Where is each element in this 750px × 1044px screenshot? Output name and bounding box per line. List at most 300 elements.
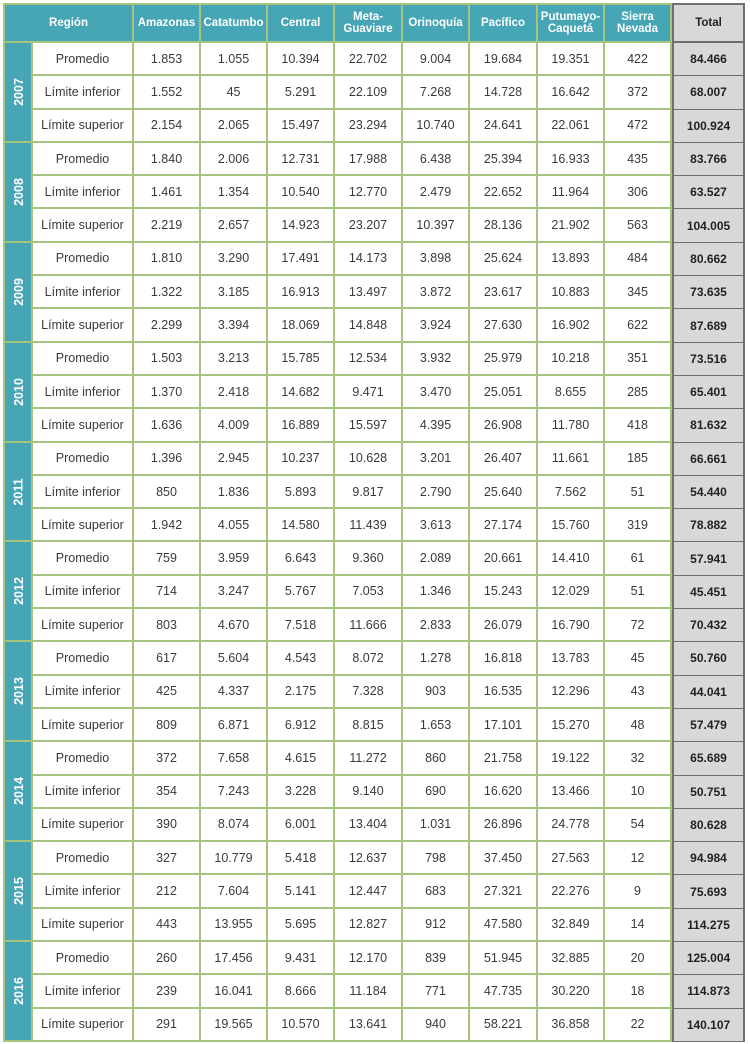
table-row xyxy=(3,343,745,376)
year-label xyxy=(3,243,33,343)
cell-central: 5.141 xyxy=(268,875,335,908)
table-row xyxy=(3,409,745,442)
row-label: Límite inferior xyxy=(33,676,134,709)
cell-catatumbo: 3.185 xyxy=(201,276,268,309)
year-text: 2011 xyxy=(11,477,26,506)
cell-meta-guaviare: 12.170 xyxy=(335,942,403,975)
total-cell: 44.041 xyxy=(672,676,745,709)
cell-central: 15.497 xyxy=(268,110,335,143)
cell-amazonas: 1.552 xyxy=(134,76,201,109)
table-row xyxy=(3,875,745,908)
cell-meta-guaviare: 11.272 xyxy=(335,742,403,775)
row-label: Promedio xyxy=(33,542,134,575)
cell-putumayo-caqueta: 32.885 xyxy=(538,942,605,975)
row-label: Límite superior xyxy=(33,209,134,242)
row-label: Límite inferior xyxy=(33,76,134,109)
cell-orinoquia: 2.790 xyxy=(403,476,470,509)
cell-orinoquia: 10.397 xyxy=(403,209,470,242)
cell-amazonas: 354 xyxy=(134,776,201,809)
row-label: Promedio xyxy=(33,642,134,675)
cell-central: 14.682 xyxy=(268,376,335,409)
cell-orinoquia: 690 xyxy=(403,776,470,809)
cell-pacifico: 16.535 xyxy=(470,676,538,709)
cell-central: 5.767 xyxy=(268,576,335,609)
cell-putumayo-caqueta: 30.220 xyxy=(538,975,605,1008)
cell-amazonas: 1.942 xyxy=(134,509,201,542)
cell-amazonas: 1.853 xyxy=(134,43,201,76)
header-region: Región xyxy=(3,3,134,43)
cell-amazonas: 443 xyxy=(134,909,201,942)
cell-orinoquia: 1.031 xyxy=(403,809,470,842)
total-cell: 50.760 xyxy=(672,642,745,675)
cell-sierra-nevada: 45 xyxy=(605,642,672,675)
cell-pacifico: 16.818 xyxy=(470,642,538,675)
cell-central: 8.666 xyxy=(268,975,335,1008)
cell-orinoquia: 839 xyxy=(403,942,470,975)
row-label: Límite superior xyxy=(33,409,134,442)
year-label xyxy=(3,742,33,842)
cell-meta-guaviare: 22.109 xyxy=(335,76,403,109)
total-cell: 100.924 xyxy=(672,110,745,143)
cell-sierra-nevada: 9 xyxy=(605,875,672,908)
cell-central: 3.228 xyxy=(268,776,335,809)
cell-sierra-nevada: 285 xyxy=(605,376,672,409)
total-cell: 114.275 xyxy=(672,909,745,942)
table-row xyxy=(3,542,745,575)
cell-putumayo-caqueta: 7.562 xyxy=(538,476,605,509)
cell-central: 5.893 xyxy=(268,476,335,509)
cell-putumayo-caqueta: 19.122 xyxy=(538,742,605,775)
cell-pacifico: 26.079 xyxy=(470,609,538,642)
cell-catatumbo: 13.955 xyxy=(201,909,268,942)
cell-amazonas: 291 xyxy=(134,1009,201,1042)
cell-sierra-nevada: 61 xyxy=(605,542,672,575)
cell-putumayo-caqueta: 32.849 xyxy=(538,909,605,942)
total-cell: 84.466 xyxy=(672,43,745,76)
cell-amazonas: 1.810 xyxy=(134,243,201,276)
total-cell: 57.479 xyxy=(672,709,745,742)
cell-pacifico: 15.243 xyxy=(470,576,538,609)
cell-catatumbo: 1.055 xyxy=(201,43,268,76)
cell-meta-guaviare: 9.817 xyxy=(335,476,403,509)
total-cell: 57.941 xyxy=(672,542,745,575)
cell-pacifico: 27.174 xyxy=(470,509,538,542)
cell-orinoquia: 6.438 xyxy=(403,143,470,176)
cell-orinoquia: 2.833 xyxy=(403,609,470,642)
header-row xyxy=(3,3,745,43)
cell-central: 15.785 xyxy=(268,343,335,376)
cell-central: 9.431 xyxy=(268,942,335,975)
total-cell: 140.107 xyxy=(672,1009,745,1042)
year-label xyxy=(3,343,33,443)
year-label xyxy=(3,642,33,742)
total-cell: 94.984 xyxy=(672,842,745,875)
cell-meta-guaviare: 14.848 xyxy=(335,309,403,342)
cell-orinoquia: 940 xyxy=(403,1009,470,1042)
table-row xyxy=(3,975,745,1008)
cell-sierra-nevada: 351 xyxy=(605,343,672,376)
row-label: Límite superior xyxy=(33,709,134,742)
cell-amazonas: 803 xyxy=(134,609,201,642)
table-row xyxy=(3,809,745,842)
cell-catatumbo: 2.006 xyxy=(201,143,268,176)
year-label xyxy=(3,842,33,942)
cell-putumayo-caqueta: 11.661 xyxy=(538,443,605,476)
table-row xyxy=(3,709,745,742)
cell-orinoquia: 9.004 xyxy=(403,43,470,76)
cell-putumayo-caqueta: 24.778 xyxy=(538,809,605,842)
cell-putumayo-caqueta: 16.790 xyxy=(538,609,605,642)
cell-meta-guaviare: 8.072 xyxy=(335,642,403,675)
cell-orinoquia: 683 xyxy=(403,875,470,908)
cell-orinoquia: 3.924 xyxy=(403,309,470,342)
cell-sierra-nevada: 43 xyxy=(605,676,672,709)
cell-putumayo-caqueta: 16.902 xyxy=(538,309,605,342)
cell-orinoquia: 798 xyxy=(403,842,470,875)
cell-putumayo-caqueta: 13.466 xyxy=(538,776,605,809)
cell-pacifico: 23.617 xyxy=(470,276,538,309)
cell-sierra-nevada: 32 xyxy=(605,742,672,775)
cell-sierra-nevada: 10 xyxy=(605,776,672,809)
cell-pacifico: 25.979 xyxy=(470,343,538,376)
cell-sierra-nevada: 54 xyxy=(605,809,672,842)
table-row xyxy=(3,176,745,209)
row-label: Límite superior xyxy=(33,509,134,542)
cell-orinoquia: 3.898 xyxy=(403,243,470,276)
cell-central: 10.237 xyxy=(268,443,335,476)
cell-catatumbo: 4.009 xyxy=(201,409,268,442)
table-row xyxy=(3,476,745,509)
cell-meta-guaviare: 12.637 xyxy=(335,842,403,875)
cell-catatumbo: 2.418 xyxy=(201,376,268,409)
cell-orinoquia: 2.089 xyxy=(403,542,470,575)
cell-putumayo-caqueta: 15.760 xyxy=(538,509,605,542)
total-cell: 63.527 xyxy=(672,176,745,209)
cell-catatumbo: 3.959 xyxy=(201,542,268,575)
row-label: Límite superior xyxy=(33,309,134,342)
table-row xyxy=(3,509,745,542)
cell-meta-guaviare: 11.666 xyxy=(335,609,403,642)
total-cell: 70.432 xyxy=(672,609,745,642)
row-label: Límite inferior xyxy=(33,776,134,809)
cell-pacifico: 27.630 xyxy=(470,309,538,342)
cell-orinoquia: 4.395 xyxy=(403,409,470,442)
cell-central: 12.731 xyxy=(268,143,335,176)
cell-sierra-nevada: 345 xyxy=(605,276,672,309)
cell-catatumbo: 5.604 xyxy=(201,642,268,675)
cell-pacifico: 47.735 xyxy=(470,975,538,1008)
table-row xyxy=(3,243,745,276)
cell-amazonas: 1.636 xyxy=(134,409,201,442)
cell-amazonas: 390 xyxy=(134,809,201,842)
cell-meta-guaviare: 14.173 xyxy=(335,243,403,276)
cell-pacifico: 58.221 xyxy=(470,1009,538,1042)
cell-orinoquia: 912 xyxy=(403,909,470,942)
table-row xyxy=(3,43,745,76)
cell-meta-guaviare: 7.328 xyxy=(335,676,403,709)
cell-sierra-nevada: 18 xyxy=(605,975,672,1008)
year-label xyxy=(3,942,33,1042)
cell-amazonas: 714 xyxy=(134,576,201,609)
total-cell: 78.882 xyxy=(672,509,745,542)
cell-amazonas: 2.219 xyxy=(134,209,201,242)
cell-central: 4.543 xyxy=(268,642,335,675)
total-cell: 80.662 xyxy=(672,243,745,276)
year-label xyxy=(3,43,33,143)
cell-pacifico: 25.394 xyxy=(470,143,538,176)
cell-catatumbo: 16.041 xyxy=(201,975,268,1008)
row-label: Promedio xyxy=(33,43,134,76)
cell-catatumbo: 3.247 xyxy=(201,576,268,609)
cell-catatumbo: 8.074 xyxy=(201,809,268,842)
row-label: Límite superior xyxy=(33,809,134,842)
header-central: Central xyxy=(268,3,335,43)
cell-amazonas: 809 xyxy=(134,709,201,742)
cell-catatumbo: 1.836 xyxy=(201,476,268,509)
cell-meta-guaviare: 9.140 xyxy=(335,776,403,809)
table-row xyxy=(3,209,745,242)
header-sierra-nevada: Sierra Nevada xyxy=(605,3,672,43)
cell-putumayo-caqueta: 16.933 xyxy=(538,143,605,176)
cell-meta-guaviare: 11.184 xyxy=(335,975,403,1008)
cell-orinoquia: 7.268 xyxy=(403,76,470,109)
cell-meta-guaviare: 8.815 xyxy=(335,709,403,742)
cell-pacifico: 19.684 xyxy=(470,43,538,76)
table-row xyxy=(3,909,745,942)
total-cell: 81.632 xyxy=(672,409,745,442)
cell-pacifico: 16.620 xyxy=(470,776,538,809)
cell-catatumbo: 4.055 xyxy=(201,509,268,542)
cell-meta-guaviare: 13.404 xyxy=(335,809,403,842)
total-cell: 104.005 xyxy=(672,209,745,242)
cell-putumayo-caqueta: 27.563 xyxy=(538,842,605,875)
cell-sierra-nevada: 20 xyxy=(605,942,672,975)
cell-catatumbo: 1.354 xyxy=(201,176,268,209)
row-label: Promedio xyxy=(33,942,134,975)
cell-amazonas: 1.322 xyxy=(134,276,201,309)
cell-orinoquia: 903 xyxy=(403,676,470,709)
cell-amazonas: 1.461 xyxy=(134,176,201,209)
total-cell: 125.004 xyxy=(672,942,745,975)
table-row xyxy=(3,776,745,809)
cell-putumayo-caqueta: 14.410 xyxy=(538,542,605,575)
cell-putumayo-caqueta: 13.893 xyxy=(538,243,605,276)
cell-sierra-nevada: 422 xyxy=(605,43,672,76)
cell-catatumbo: 10.779 xyxy=(201,842,268,875)
row-label: Límite superior xyxy=(33,609,134,642)
cell-sierra-nevada: 563 xyxy=(605,209,672,242)
cell-putumayo-caqueta: 21.902 xyxy=(538,209,605,242)
cell-catatumbo: 4.670 xyxy=(201,609,268,642)
cell-putumayo-caqueta: 10.218 xyxy=(538,343,605,376)
cell-amazonas: 2.154 xyxy=(134,110,201,143)
cell-meta-guaviare: 13.641 xyxy=(335,1009,403,1042)
row-label: Límite inferior xyxy=(33,975,134,1008)
cell-amazonas: 617 xyxy=(134,642,201,675)
cell-central: 16.913 xyxy=(268,276,335,309)
header-total: Total xyxy=(672,3,745,43)
cell-sierra-nevada: 48 xyxy=(605,709,672,742)
total-cell: 73.516 xyxy=(672,343,745,376)
cell-catatumbo: 2.945 xyxy=(201,443,268,476)
cell-central: 6.001 xyxy=(268,809,335,842)
cell-meta-guaviare: 12.827 xyxy=(335,909,403,942)
total-cell: 65.401 xyxy=(672,376,745,409)
cell-sierra-nevada: 418 xyxy=(605,409,672,442)
cell-sierra-nevada: 72 xyxy=(605,609,672,642)
header-orinoquia: Orinoquía xyxy=(403,3,470,43)
cell-amazonas: 1.396 xyxy=(134,443,201,476)
cell-central: 17.491 xyxy=(268,243,335,276)
cell-catatumbo: 19.565 xyxy=(201,1009,268,1042)
cell-pacifico: 28.136 xyxy=(470,209,538,242)
cell-meta-guaviare: 17.988 xyxy=(335,143,403,176)
cell-orinoquia: 1.346 xyxy=(403,576,470,609)
total-cell: 65.689 xyxy=(672,742,745,775)
cell-amazonas: 1.840 xyxy=(134,143,201,176)
table-row xyxy=(3,576,745,609)
table-row xyxy=(3,309,745,342)
cell-putumayo-caqueta: 22.061 xyxy=(538,110,605,143)
cell-putumayo-caqueta: 12.029 xyxy=(538,576,605,609)
total-cell: 83.766 xyxy=(672,143,745,176)
cell-catatumbo: 3.213 xyxy=(201,343,268,376)
cell-central: 14.923 xyxy=(268,209,335,242)
total-cell: 50.751 xyxy=(672,776,745,809)
year-text: 2012 xyxy=(11,577,26,606)
row-label: Promedio xyxy=(33,842,134,875)
cell-meta-guaviare: 12.770 xyxy=(335,176,403,209)
cell-pacifico: 51.945 xyxy=(470,942,538,975)
cell-sierra-nevada: 484 xyxy=(605,243,672,276)
cell-pacifico: 26.896 xyxy=(470,809,538,842)
year-text: 2014 xyxy=(11,777,26,806)
cell-sierra-nevada: 435 xyxy=(605,143,672,176)
row-label: Límite superior xyxy=(33,909,134,942)
row-label: Promedio xyxy=(33,143,134,176)
cell-amazonas: 2.299 xyxy=(134,309,201,342)
cell-pacifico: 20.661 xyxy=(470,542,538,575)
cell-catatumbo: 2.065 xyxy=(201,110,268,143)
cell-putumayo-caqueta: 8.655 xyxy=(538,376,605,409)
year-text: 2015 xyxy=(11,877,26,905)
year-text: 2013 xyxy=(11,677,26,706)
cell-orinoquia: 860 xyxy=(403,742,470,775)
cell-sierra-nevada: 622 xyxy=(605,309,672,342)
year-text: 2010 xyxy=(11,377,26,406)
cell-sierra-nevada: 51 xyxy=(605,476,672,509)
cell-sierra-nevada: 22 xyxy=(605,1009,672,1042)
cell-pacifico: 24.641 xyxy=(470,110,538,143)
cell-sierra-nevada: 319 xyxy=(605,509,672,542)
cell-putumayo-caqueta: 12.296 xyxy=(538,676,605,709)
cell-catatumbo: 6.871 xyxy=(201,709,268,742)
table-row xyxy=(3,742,745,775)
cell-central: 5.291 xyxy=(268,76,335,109)
cell-pacifico: 14.728 xyxy=(470,76,538,109)
cell-putumayo-caqueta: 10.883 xyxy=(538,276,605,309)
table-row xyxy=(3,609,745,642)
total-cell: 45.451 xyxy=(672,576,745,609)
cell-putumayo-caqueta: 36.858 xyxy=(538,1009,605,1042)
cell-pacifico: 22.652 xyxy=(470,176,538,209)
cell-pacifico: 37.450 xyxy=(470,842,538,875)
header-catatumbo: Catatumbo xyxy=(201,3,268,43)
cell-pacifico: 26.407 xyxy=(470,443,538,476)
cell-putumayo-caqueta: 22.276 xyxy=(538,875,605,908)
cell-orinoquia: 3.201 xyxy=(403,443,470,476)
cell-amazonas: 759 xyxy=(134,542,201,575)
year-text: 2008 xyxy=(11,177,26,206)
cell-central: 4.615 xyxy=(268,742,335,775)
cell-central: 7.518 xyxy=(268,609,335,642)
year-text: 2016 xyxy=(11,977,26,1005)
cell-amazonas: 850 xyxy=(134,476,201,509)
cell-putumayo-caqueta: 11.964 xyxy=(538,176,605,209)
cell-catatumbo: 45 xyxy=(201,76,268,109)
cell-meta-guaviare: 11.439 xyxy=(335,509,403,542)
cell-sierra-nevada: 372 xyxy=(605,76,672,109)
cell-amazonas: 260 xyxy=(134,942,201,975)
cell-putumayo-caqueta: 19.351 xyxy=(538,43,605,76)
cell-orinoquia: 3.470 xyxy=(403,376,470,409)
cell-central: 2.175 xyxy=(268,676,335,709)
cell-pacifico: 25.640 xyxy=(470,476,538,509)
data-table xyxy=(3,3,745,1042)
total-cell: 114.873 xyxy=(672,975,745,1008)
cell-catatumbo: 7.658 xyxy=(201,742,268,775)
cell-pacifico: 47.580 xyxy=(470,909,538,942)
cell-meta-guaviare: 23.294 xyxy=(335,110,403,143)
year-text: 2009 xyxy=(11,277,26,306)
total-cell: 66.661 xyxy=(672,443,745,476)
cell-central: 10.570 xyxy=(268,1009,335,1042)
row-label: Promedio xyxy=(33,443,134,476)
cell-central: 5.695 xyxy=(268,909,335,942)
year-label xyxy=(3,443,33,543)
cell-orinoquia: 3.872 xyxy=(403,276,470,309)
total-cell: 87.689 xyxy=(672,309,745,342)
table-row xyxy=(3,642,745,675)
table-row xyxy=(3,276,745,309)
cell-sierra-nevada: 12 xyxy=(605,842,672,875)
cell-pacifico: 27.321 xyxy=(470,875,538,908)
cell-orinoquia: 3.613 xyxy=(403,509,470,542)
cell-orinoquia: 1.653 xyxy=(403,709,470,742)
year-label xyxy=(3,143,33,243)
cell-amazonas: 425 xyxy=(134,676,201,709)
cell-catatumbo: 7.243 xyxy=(201,776,268,809)
total-cell: 68.007 xyxy=(672,76,745,109)
cell-central: 5.418 xyxy=(268,842,335,875)
cell-putumayo-caqueta: 11.780 xyxy=(538,409,605,442)
cell-sierra-nevada: 306 xyxy=(605,176,672,209)
cell-sierra-nevada: 185 xyxy=(605,443,672,476)
cell-amazonas: 1.503 xyxy=(134,343,201,376)
cell-central: 10.394 xyxy=(268,43,335,76)
cell-amazonas: 212 xyxy=(134,875,201,908)
cell-catatumbo: 7.604 xyxy=(201,875,268,908)
cell-orinoquia: 1.278 xyxy=(403,642,470,675)
row-label: Límite inferior xyxy=(33,576,134,609)
cell-catatumbo: 17.456 xyxy=(201,942,268,975)
cell-central: 10.540 xyxy=(268,176,335,209)
cell-amazonas: 239 xyxy=(134,975,201,1008)
cell-catatumbo: 3.290 xyxy=(201,243,268,276)
cell-meta-guaviare: 12.534 xyxy=(335,343,403,376)
cell-orinoquia: 2.479 xyxy=(403,176,470,209)
cell-meta-guaviare: 23.207 xyxy=(335,209,403,242)
